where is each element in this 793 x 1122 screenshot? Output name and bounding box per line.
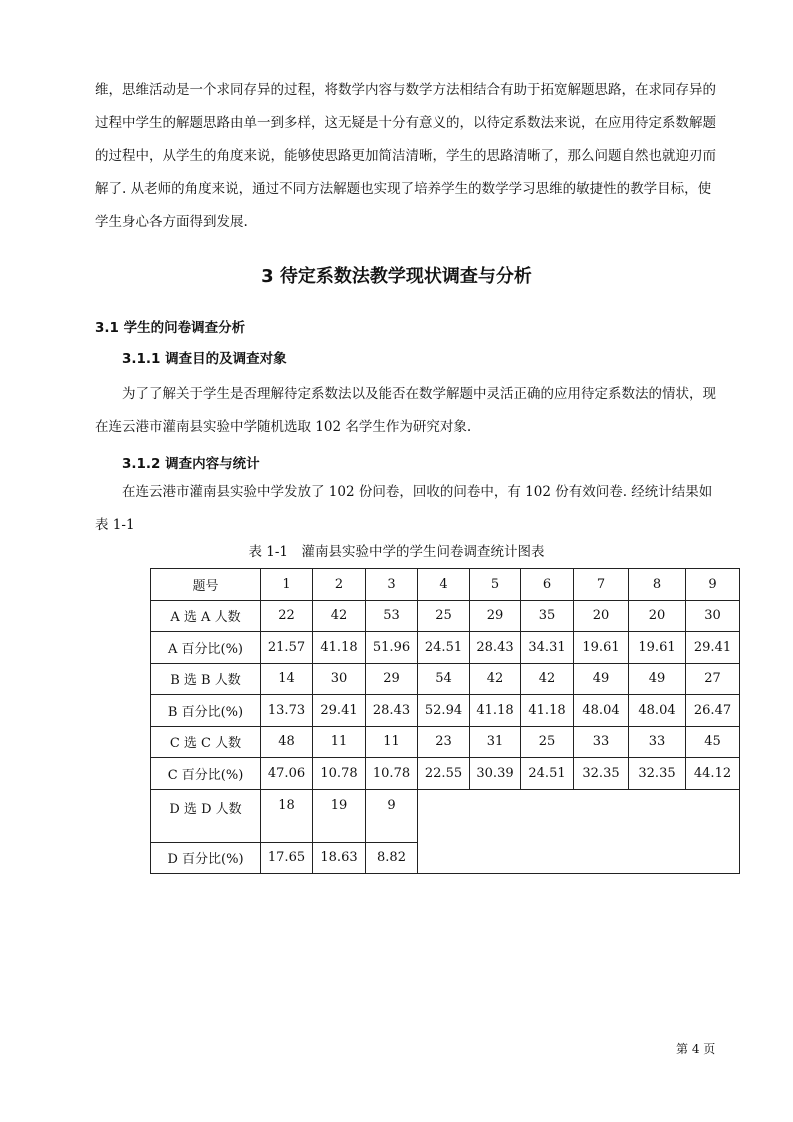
- table-header-cell: 6: [521, 569, 574, 601]
- table-cell: 19: [313, 789, 366, 842]
- row-label-cell: A 百分比(%): [151, 632, 261, 664]
- subsection-heading-content: 3.1.2 调查内容与统计: [122, 456, 260, 472]
- table-row: [151, 695, 740, 727]
- table-cell: 48.04: [629, 695, 686, 727]
- table-cell: 42: [521, 663, 574, 695]
- table-cell: 10.78: [366, 758, 418, 790]
- page-number: 第 4 页: [676, 1042, 716, 1056]
- table-cell: 17.65: [261, 842, 313, 874]
- row-label-cell: C 百分比(%): [151, 758, 261, 790]
- table-cell: 47.06: [261, 758, 313, 790]
- table-cell: 41.18: [470, 695, 521, 727]
- table-cell: 26.47: [686, 695, 740, 727]
- table-cell: 32.35: [629, 758, 686, 790]
- table-header-cell: 题号: [151, 569, 261, 601]
- table-cell: 52.94: [418, 695, 470, 727]
- table-cell: 11: [313, 726, 366, 758]
- row-label-cell: D 百分比(%): [151, 842, 261, 874]
- table-cell: 22: [261, 600, 313, 632]
- table-cell: 19.61: [629, 632, 686, 664]
- table-cell: 29.41: [313, 695, 366, 727]
- table-cell: 44.12: [686, 758, 740, 790]
- table-cell: 48.04: [574, 695, 629, 727]
- table-cell: 29.41: [686, 632, 740, 664]
- table-cell: 32.35: [574, 758, 629, 790]
- table-row: [151, 726, 740, 758]
- table-cell: 28.43: [470, 632, 521, 664]
- table-cell: 35: [521, 600, 574, 632]
- table-row: [151, 600, 740, 632]
- table-row: [151, 632, 740, 664]
- table-cell: 29: [366, 663, 418, 695]
- table-cell: 20: [574, 600, 629, 632]
- chapter-heading: 3 待定系数法教学现状调查与分析: [261, 266, 532, 287]
- table-cell: 48: [261, 726, 313, 758]
- table-cell: 13.73: [261, 695, 313, 727]
- table-row: [151, 789, 740, 842]
- table-row: [151, 758, 740, 790]
- table-cell: 9: [366, 789, 418, 842]
- table-cell: 30: [686, 600, 740, 632]
- table-cell: 30: [313, 663, 366, 695]
- table-body: [151, 569, 740, 874]
- table-header-cell: 9: [686, 569, 740, 601]
- table-cell: 18.63: [313, 842, 366, 874]
- subsection-heading-purpose: 3.1.1 调查目的及调查对象: [122, 351, 287, 367]
- row-label-cell: D 选 D 人数: [151, 789, 261, 842]
- table-cell: 10.78: [313, 758, 366, 790]
- table-cell: 49: [629, 663, 686, 695]
- table-cell: 42: [470, 663, 521, 695]
- table-cell: 33: [629, 726, 686, 758]
- table-cell: 31: [470, 726, 521, 758]
- table-cell: 24.51: [418, 632, 470, 664]
- table-row: [151, 663, 740, 695]
- row-label-cell: C 选 C 人数: [151, 726, 261, 758]
- table-cell: 11: [366, 726, 418, 758]
- table-cell: 41.18: [313, 632, 366, 664]
- table-cell: 19.61: [574, 632, 629, 664]
- table-cell: 21.57: [261, 632, 313, 664]
- table-cell: 8.82: [366, 842, 418, 874]
- table-cell: 33: [574, 726, 629, 758]
- table-cell: 41.18: [521, 695, 574, 727]
- survey-statistics-table: [150, 568, 740, 874]
- table-cell: 30.39: [470, 758, 521, 790]
- table-cell: 28.43: [366, 695, 418, 727]
- table-cell: 25: [418, 600, 470, 632]
- table-cell: 51.96: [366, 632, 418, 664]
- table-cell: 42: [313, 600, 366, 632]
- table-cell: 34.31: [521, 632, 574, 664]
- table-cell: 22.55: [418, 758, 470, 790]
- table-header-cell: 7: [574, 569, 629, 601]
- table-cell: 54: [418, 663, 470, 695]
- table-cell: 27: [686, 663, 740, 695]
- table-cell: 20: [629, 600, 686, 632]
- table-cell: 24.51: [521, 758, 574, 790]
- table-header-cell: 4: [418, 569, 470, 601]
- row-label-cell: B 百分比(%): [151, 695, 261, 727]
- row-label-cell: A 选 A 人数: [151, 600, 261, 632]
- paragraph-survey-purpose: 为了了解关于学生是否理解待定系数法以及能否在数学解题中灵活正确的应用待定系数法的情状，现在连云港市灌南县实验中学随机选取 102 名学生作为研究对象.: [95, 386, 716, 435]
- table-cell: 14: [261, 663, 313, 695]
- table-header-cell: 5: [470, 569, 521, 601]
- table-header-row: [151, 569, 740, 601]
- table-caption: 表 1-1 灌南县实验中学的学生问卷调查统计图表: [248, 544, 545, 560]
- table-cell: 45: [686, 726, 740, 758]
- table-header-cell: 3: [366, 569, 418, 601]
- empty-merged-cell: [418, 789, 740, 874]
- table-cell: 23: [418, 726, 470, 758]
- table-cell: 53: [366, 600, 418, 632]
- paragraph-intro-continuation: 维，思维活动是一个求同存异的过程，将数学内容与数学方法相结合有助于拓宽解题思路，在求同存异的过程中学生的解题思路由单一到多样，这无疑是十分有意义的，以待定系数法来说，在应用待定系数解题的过程中，从学生的角度来说，能够使思路更加简洁清晰，学生的思路清晰了，那么问题自然也就迎刃而解了. 从老师的角度来说，通过不同方法解题也实现了培养学生的数学学习思维的敏捷性的教学目标，使学生身心各方面得到发展.: [95, 82, 716, 230]
- table-cell: 18: [261, 789, 313, 842]
- row-label-cell: B 选 B 人数: [151, 663, 261, 695]
- section-heading: 3.1 学生的问卷调查分析: [95, 320, 246, 336]
- table-cell: 25: [521, 726, 574, 758]
- table-header-cell: 2: [313, 569, 366, 601]
- paragraph-survey-content: 在连云港市灌南县实验中学发放了 102 份问卷，回收的问卷中，有 102 份有效问卷. 经统计结果如表 1-1: [95, 484, 713, 533]
- table-header-cell: 8: [629, 569, 686, 601]
- table-cell: 49: [574, 663, 629, 695]
- table-cell: 29: [470, 600, 521, 632]
- table-header-cell: 1: [261, 569, 313, 601]
